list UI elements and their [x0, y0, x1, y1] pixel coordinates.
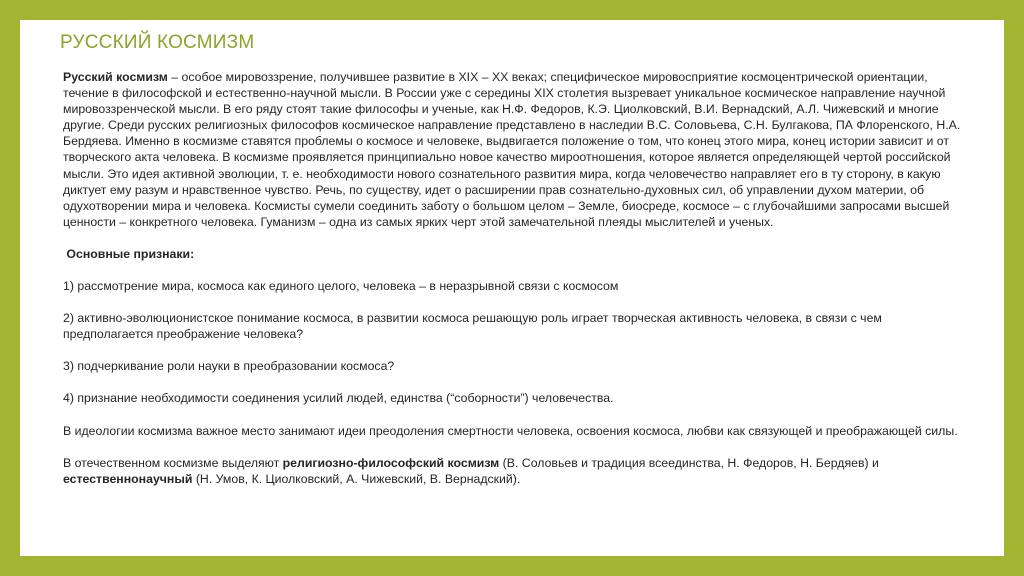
religious-term: религиозно-философский космизм	[282, 455, 500, 470]
features-heading: Основные признаки:	[66, 246, 195, 261]
feature-item-3: 3) подчеркивание роли науки в преобразовании космоса?	[63, 359, 395, 374]
intro-term: Русский космизм	[63, 70, 168, 84]
intro-paragraph	[63, 69, 973, 230]
slide	[20, 20, 1004, 556]
feature-item-1: 1) рассмотрение мира, космоса как единого целого, человека – в неразрывной связи с космосом	[63, 279, 619, 294]
slide-title: РУССКИЙ КОСМИЗМ	[60, 32, 255, 53]
science-term: естественнонаучный	[63, 471, 193, 486]
branches-paragraph: В отечественном космизме выделяют религиозно-философский космизм (В. Соловьев и традиция всеединства, Н. Федоров, Н. Бердяев) и естественнонаучный (Н. Умов, К. Циолковский, А. Чижевский, В. Вернадский).	[63, 455, 879, 486]
feature-item-2: 2) активно-эволюционистское понимание космоса, в развитии космоса решающую роль играет творческая активность человека, в связи с чем предполагается преображение человека?	[63, 311, 882, 342]
ideology-paragraph: В идеологии космизма важное место занимают идеи преодоления смертности человека, освоения космоса, любви как связующей и преображающей силы.	[63, 423, 958, 438]
feature-item-4: 4) признание необходимости соединения усилий людей, единства (“соборности”) человечества.	[63, 391, 614, 406]
intro-text: – особое мировоззрение, получившее развитие в XIX – XX веках; специфическое мировосприятие космоцентрической ориентации, течение в философской и естественно-научной мысли. В России уже с середины XIX столетия вызревает уникальное космическое направление научной мировоззренческой мысли. В его ряду стоят такие философы и ученые, как Н.Ф. Федоров, К.Э. Циолковский, В.И. Вернадский, А.Л. Чижевский и многие другие. Среди русских религиозных философов космическое направление представлено в наследии В.С. Соловьева, С.Н. Булгакова, ПА Флоренского, Н.А. Бердяева. Именно в космизме ставятся проблемы о космосе и человеке, выдвигается положение о том, что конец этого мира, конец истории зависит и от творческого акта человека. В космизме проявляется принципиально новое качество мироотношения, которое является определяющей чертой российской мысли. Это идея активной эволюции, т. е. необходимости нового сознательного развития мира, когда человечество направляет его в ту сторону, в какую диктует ему разум и нравственное чувство. Речь, по существу, идет о расширении прав сознательно-духовных сил, об управлении духом материи, об одухотворении мира и человека. Космисты сумели соединить заботу о большом целом – Земле, биосреде, космосе – с глубочайшими запросами высшей ценности – конкретного человека. Гуманизм – одна из самых ярких черт этой замечательной плеяды мыслителей и ученых.	[63, 70, 961, 229]
slide-content	[63, 69, 973, 487]
